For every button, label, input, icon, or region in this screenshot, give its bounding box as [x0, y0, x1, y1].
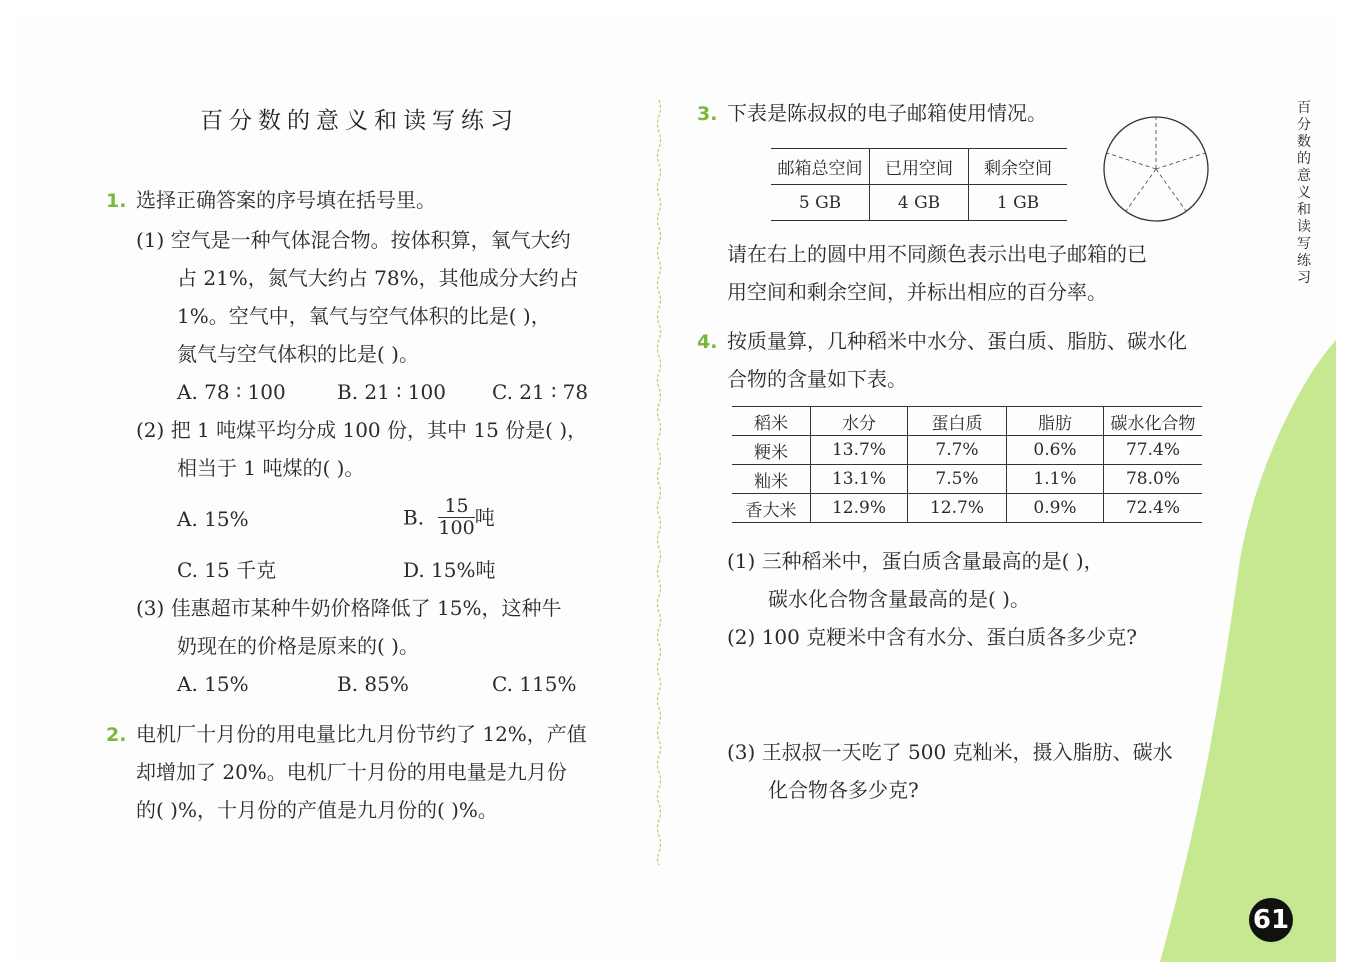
q1-prompt: 选择正确答案的序号填在括号里。 — [136, 188, 436, 212]
side-char: 数 — [1297, 134, 1311, 150]
q1-part1-option-a: A. 78 ∶ 100 — [177, 380, 286, 404]
q1-part2-option-c: C. 15 千克 — [177, 558, 277, 582]
side-char: 百 — [1297, 100, 1311, 116]
rice-cell: 0.9% — [1007, 494, 1104, 523]
side-title — [1294, 100, 1314, 287]
table-row — [732, 494, 1202, 523]
q1-part1-line1: (1) 空气是一种气体混合物。按体积算，氧气大约 — [136, 228, 571, 252]
q1-number: 1. — [106, 190, 127, 212]
q4-sub3-line2: 化合物各多少克? — [768, 778, 919, 802]
q1-part3-line2: 奶现在的价格是原来的( )。 — [177, 634, 419, 658]
rice-cell: 粳米 — [732, 436, 811, 465]
mail-value-used: 4 GB — [870, 185, 969, 221]
rice-cell: 7.5% — [908, 465, 1007, 494]
rice-cell: 13.7% — [811, 436, 908, 465]
mail-header-remaining: 剩余空间 — [969, 149, 1068, 185]
rice-cell: 1.1% — [1007, 465, 1104, 494]
q3-instruction-line2: 用空间和剩余空间，并标出相应的百分率。 — [727, 280, 1107, 304]
q3-instruction-line1: 请在右上的圆中用不同颜色表示出电子邮箱的已 — [727, 242, 1147, 266]
side-char: 义 — [1297, 185, 1311, 201]
q2-line2: 却增加了 20%。电机厂十月份的用电量是九月份 — [136, 760, 567, 784]
q2-number: 2. — [106, 724, 127, 746]
column-divider — [656, 100, 662, 865]
rice-cell: 0.6% — [1007, 436, 1104, 465]
side-char: 和 — [1297, 202, 1311, 218]
q1-part3-option-b: B. 85% — [337, 672, 409, 696]
rice-cell: 12.9% — [811, 494, 908, 523]
side-char: 分 — [1297, 117, 1311, 133]
q1-part3-option-a: A. 15% — [177, 672, 249, 696]
q1-part1-line2: 占 21%，氮气大约占 78%，其他成分大约占 — [177, 266, 579, 290]
side-char: 练 — [1297, 253, 1311, 269]
page-number-badge: 61 — [1249, 898, 1293, 942]
mailbox-table — [771, 148, 1067, 221]
q1-part3-option-c: C. 115% — [492, 672, 577, 696]
mail-header-total: 邮箱总空间 — [771, 149, 870, 185]
rice-table — [732, 406, 1202, 523]
rice-header-carb: 碳水化合物 — [1104, 407, 1203, 436]
q3-prompt: 下表是陈叔叔的电子邮箱使用情况。 — [727, 101, 1047, 125]
rice-header-type: 稻米 — [732, 407, 811, 436]
fraction — [438, 496, 474, 539]
side-char: 习 — [1297, 270, 1311, 286]
q1-part3-line1: (3) 佳惠超市某种牛奶价格降低了 15%，这种牛 — [136, 596, 562, 620]
side-char: 的 — [1297, 151, 1311, 167]
fraction-numerator: 15 — [438, 496, 474, 518]
rice-header-protein: 蛋白质 — [908, 407, 1007, 436]
fraction-denominator: 100 — [438, 517, 475, 539]
q1-part2-line2: 相当于 1 吨煤的( )。 — [177, 456, 365, 480]
q1-part1-option-b: B. 21 ∶ 100 — [337, 380, 446, 404]
q1-part2-line1: (2) 把 1 吨煤平均分成 100 份，其中 15 份是( )， — [136, 418, 588, 442]
table-row — [732, 465, 1202, 494]
q1-part2-option-b — [403, 496, 495, 539]
rice-header-water: 水分 — [811, 407, 908, 436]
side-char: 意 — [1297, 168, 1311, 184]
mail-value-total: 5 GB — [771, 185, 870, 221]
q4-sub1-line2: 碳水化合物含量最高的是( )。 — [768, 587, 1030, 611]
rice-header-fat: 脂肪 — [1007, 407, 1104, 436]
rice-cell: 72.4% — [1104, 494, 1203, 523]
page-title: 百分数的意义和读写练习 — [200, 108, 519, 134]
mail-value-remaining: 1 GB — [969, 185, 1068, 221]
q1-part1-line4: 氮气与空气体积的比是( )。 — [177, 342, 419, 366]
side-char: 读 — [1297, 219, 1311, 235]
rice-cell: 77.4% — [1104, 436, 1203, 465]
rice-cell: 香大米 — [732, 494, 811, 523]
q2-line1: 电机厂十月份的用电量比九月份节约了 12%，产值 — [136, 722, 587, 746]
q1-part1-option-c: C. 21 ∶ 78 — [492, 380, 589, 404]
q1-part2-option-d: D. 15%吨 — [403, 558, 496, 582]
rice-cell: 78.0% — [1104, 465, 1203, 494]
side-char: 写 — [1297, 236, 1311, 252]
option-b-unit: 吨 — [474, 505, 495, 530]
q2-line3: 的( )%，十月份的产值是九月份的( )%。 — [136, 798, 498, 822]
rice-cell: 籼米 — [732, 465, 811, 494]
rice-cell: 13.1% — [811, 465, 908, 494]
q4-sub3-line1: (3) 王叔叔一天吃了 500 克籼米，摄入脂肪、碳水 — [727, 740, 1173, 764]
q4-sub2: (2) 100 克粳米中含有水分、蛋白质各多少克? — [727, 625, 1137, 649]
table-row — [732, 436, 1202, 465]
q4-line2: 合物的含量如下表。 — [727, 367, 907, 391]
q4-line1: 按质量算，几种稻米中水分、蛋白质、脂肪、碳水化 — [727, 329, 1187, 353]
option-b-prefix: B. — [403, 505, 425, 530]
q4-sub1-line1: (1) 三种稻米中，蛋白质含量最高的是( )， — [727, 549, 1104, 573]
pie-circle-blank — [1102, 116, 1212, 224]
q3-number: 3. — [697, 103, 718, 125]
q1-part2-option-a: A. 15% — [177, 507, 249, 531]
mail-header-used: 已用空间 — [870, 149, 969, 185]
rice-cell: 12.7% — [908, 494, 1007, 523]
q1-part1-line3: 1%。空气中，氧气与空气体积的比是( )， — [177, 304, 551, 328]
rice-cell: 7.7% — [908, 436, 1007, 465]
q4-number: 4. — [697, 331, 718, 353]
